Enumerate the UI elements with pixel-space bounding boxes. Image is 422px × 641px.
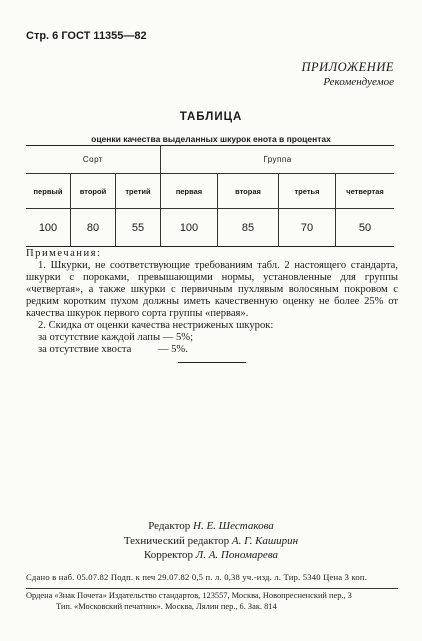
column-header: четвертая bbox=[336, 174, 395, 209]
publisher-block bbox=[26, 591, 398, 612]
editor-line bbox=[0, 519, 422, 534]
sort-header: Сорт bbox=[26, 146, 161, 174]
appendix-label bbox=[302, 60, 394, 88]
editor-role: Редактор bbox=[148, 520, 191, 532]
note-2-item: за отсутствие хвоста — 5%. bbox=[38, 344, 188, 355]
note-1: 1. Шкурки, не соответствующие требованиям табл. 2 настоящего стандарта, шкурки с пороками, превышающими нормы, установленные для группы «четвертая», а также шкурки с первичным пухлявым волосяным покровом с редким коротким пухом должны иметь качественную оценку не более 25% от качества шкурок первого сорта группы «первая». bbox=[26, 260, 398, 319]
table-cell: 80 bbox=[71, 209, 116, 247]
column-header: первая bbox=[161, 174, 218, 209]
note-2: 2. Скидка от оценки качества нестриженых шкурок: bbox=[38, 320, 274, 331]
tech-editor-role: Технический редактор bbox=[123, 534, 230, 547]
table-subtitle: оценки качества выделанных шкурок енота в процентах bbox=[91, 134, 331, 144]
note-2-item: за отсутствие каждой лапы — 5%; bbox=[38, 332, 194, 343]
table-cell: 100 bbox=[26, 209, 71, 247]
corrector-line bbox=[0, 548, 422, 563]
table-cell: 55 bbox=[116, 209, 161, 247]
quality-table bbox=[26, 145, 394, 247]
column-header: третий bbox=[116, 174, 161, 209]
notes-heading: Примечания: bbox=[26, 248, 102, 259]
column-header: первый bbox=[26, 174, 71, 209]
tech-editor-name: А. Г. Каширин bbox=[231, 534, 299, 547]
table-cell: 70 bbox=[279, 209, 336, 247]
table-cell: 50 bbox=[336, 209, 395, 247]
column-header: третья bbox=[279, 174, 336, 209]
column-header: вторая bbox=[218, 174, 279, 209]
printer-line: Тип. «Московский печатник». Москва, Лялин пер., 6. Зак. 814 bbox=[56, 601, 277, 611]
editors-block bbox=[0, 519, 422, 563]
page-header: Стр. 6 ГОСТ 11355—82 bbox=[26, 30, 147, 42]
table-cell: 85 bbox=[218, 209, 279, 247]
corrector-role: Корректор bbox=[143, 549, 194, 561]
publisher-line: Ордена «Знак Почета» Издательство стандартов, 123557, Москва, Новопресненский пер., 3 bbox=[26, 591, 352, 600]
group-header: Группа bbox=[161, 146, 395, 174]
appendix-title: ПРИЛОЖЕНИЕ bbox=[301, 60, 394, 74]
imprint-line: Сдано в наб. 05.07.82 Подп. к печ 29.07.82 0,5 п. л. 0,38 уч.-изд. л. Тир. 5340 Цена 3 коп. bbox=[26, 572, 368, 582]
tech-editor-line bbox=[0, 534, 422, 549]
corrector-name: Л. А. Пономарева bbox=[195, 549, 279, 561]
notes-section bbox=[26, 248, 398, 356]
bottom-rule bbox=[26, 588, 398, 589]
appendix-subtitle: Рекомендуемое bbox=[323, 76, 394, 88]
editor-name: Н. Е. Шестакова bbox=[193, 520, 274, 532]
table-cell: 100 bbox=[161, 209, 218, 247]
table-title: ТАБЛИЦА bbox=[179, 111, 243, 123]
separator-rule bbox=[178, 362, 246, 363]
column-header: второй bbox=[71, 174, 116, 209]
